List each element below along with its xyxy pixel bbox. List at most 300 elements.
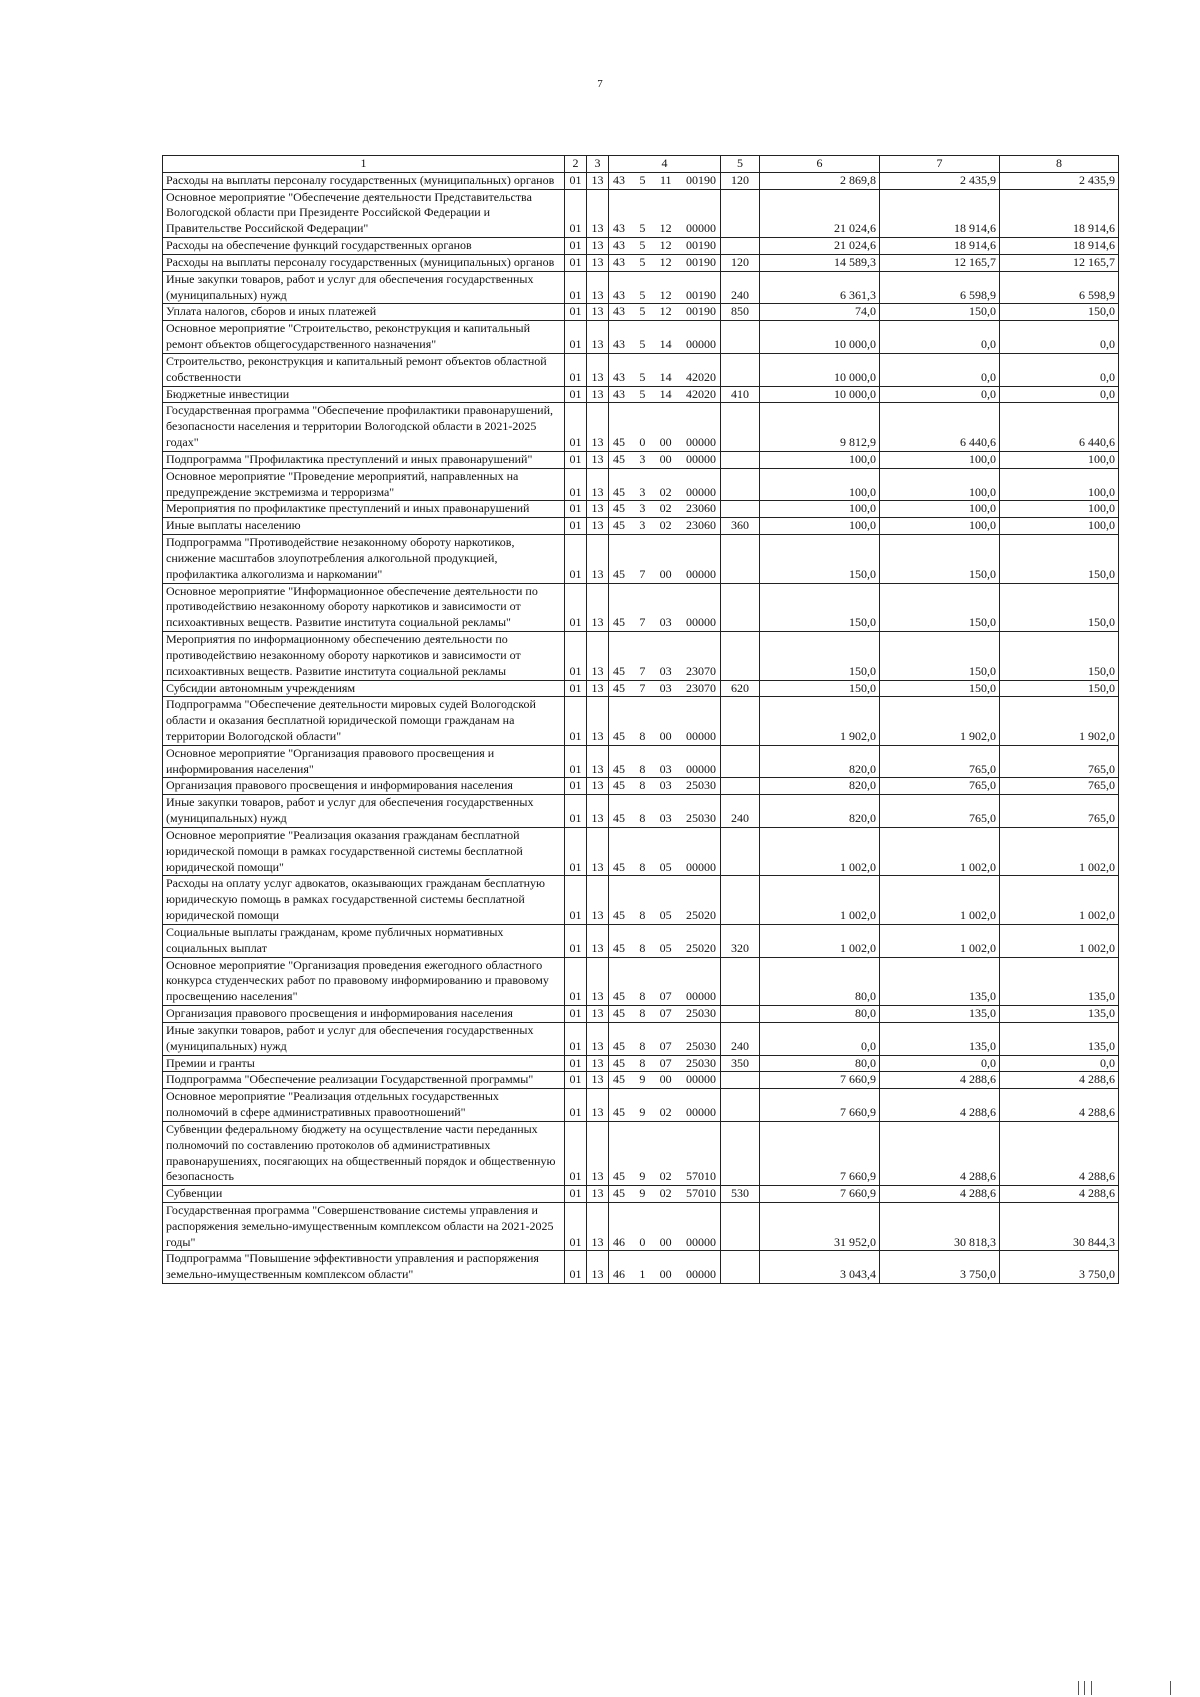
target-article-code	[609, 795, 721, 828]
row-name: Мероприятия по профилактике преступлений и иных правонарушений	[163, 501, 565, 518]
expense-type-code	[721, 353, 760, 386]
direction-code: 25030	[685, 1006, 716, 1021]
target-article-code	[609, 827, 721, 875]
row-name: Иные закупки товаров, работ и услуг для обеспечения государственных (муниципальных) нужд	[163, 271, 565, 304]
target-article-code	[609, 1006, 721, 1023]
section-code: 01	[565, 1203, 587, 1251]
subsection-code: 13	[587, 876, 609, 924]
subprogram-code: 3	[639, 484, 646, 499]
amount-col-6: 80,0	[760, 1055, 880, 1072]
amount-col-8: 150,0	[1000, 583, 1119, 631]
row-name: Расходы на выплаты персоналу государственных (муниципальных) органов	[163, 172, 565, 189]
table-row	[163, 1055, 1119, 1072]
amount-col-7: 1 002,0	[880, 827, 1000, 875]
section-code: 01	[565, 271, 587, 304]
subprogram-code: 5	[639, 369, 646, 384]
event-code: 11	[659, 172, 672, 187]
subprogram-code: 8	[639, 761, 646, 776]
amount-col-6: 1 902,0	[760, 697, 880, 745]
amount-col-8: 150,0	[1000, 680, 1119, 697]
event-code: 03	[659, 663, 672, 678]
target-article-code	[609, 1186, 721, 1203]
subsection-code: 13	[587, 1203, 609, 1251]
row-name: Уплата налогов, сборов и иных платежей	[163, 304, 565, 321]
expense-type-code: 850	[721, 304, 760, 321]
event-code: 07	[659, 1055, 672, 1070]
table-body	[163, 172, 1119, 1283]
amount-col-8: 135,0	[1000, 1006, 1119, 1023]
row-name: Основное мероприятие "Организация проведения ежегодного областного конкурса студенческих работ по правовому информированию и правовому просвещению населения"	[163, 957, 565, 1005]
target-article-code	[609, 1251, 721, 1284]
target-article-code	[609, 1121, 721, 1185]
subsection-code: 13	[587, 697, 609, 745]
amount-col-6: 31 952,0	[760, 1203, 880, 1251]
subprogram-code: 1	[639, 1267, 646, 1282]
expense-type-code: 240	[721, 271, 760, 304]
amount-col-6: 1 002,0	[760, 924, 880, 957]
target-article-code	[609, 238, 721, 255]
program-code: 45	[613, 859, 625, 874]
subsection-code: 13	[587, 1055, 609, 1072]
column-header: 2	[565, 156, 587, 173]
program-code: 43	[613, 287, 625, 302]
expense-type-code	[721, 321, 760, 354]
program-code: 43	[613, 304, 625, 319]
event-code: 02	[659, 1169, 672, 1184]
table-row	[163, 745, 1119, 778]
row-name: Расходы на оплату услуг адвокатов, оказывающих гражданам бесплатную юридическую помощь в рамках государственной системы бесплатной юридической помощи	[163, 876, 565, 924]
amount-col-6: 0,0	[760, 1022, 880, 1055]
section-code: 01	[565, 680, 587, 697]
amount-col-6: 80,0	[760, 1006, 880, 1023]
row-name: Субсидии автономным учреждениям	[163, 680, 565, 697]
amount-col-6: 2 869,8	[760, 172, 880, 189]
target-article-code	[609, 403, 721, 451]
expense-type-code	[721, 583, 760, 631]
amount-col-7: 150,0	[880, 535, 1000, 583]
event-code: 05	[659, 859, 672, 874]
direction-code: 00000	[685, 221, 716, 236]
subsection-code: 13	[587, 778, 609, 795]
subsection-code: 13	[587, 1006, 609, 1023]
row-name: Основное мероприятие "Проведение мероприятий, направленных на предупреждение экстремизма и терроризма"	[163, 468, 565, 501]
column-header: 4	[609, 156, 721, 173]
event-code: 02	[659, 518, 672, 533]
subsection-code: 13	[587, 353, 609, 386]
table-row	[163, 827, 1119, 875]
amount-col-7: 135,0	[880, 957, 1000, 1005]
subprogram-code: 8	[639, 859, 646, 874]
row-name: Основное мероприятие "Обеспечение деятельности Представительства Вологодской области при Президенте Российской Федерации и Правительстве Российской Федерации"	[163, 189, 565, 237]
section-code: 01	[565, 189, 587, 237]
amount-col-7: 1 002,0	[880, 876, 1000, 924]
subprogram-code: 0	[639, 435, 646, 450]
expense-type-code: 240	[721, 795, 760, 828]
column-header: 3	[587, 156, 609, 173]
amount-col-6: 3 043,4	[760, 1251, 880, 1284]
subsection-code: 13	[587, 468, 609, 501]
table-row	[163, 1251, 1119, 1284]
section-code: 01	[565, 1251, 587, 1284]
target-article-code	[609, 1022, 721, 1055]
target-article-code	[609, 778, 721, 795]
amount-col-7: 135,0	[880, 1006, 1000, 1023]
target-article-code	[609, 386, 721, 403]
direction-code: 00000	[685, 859, 716, 874]
section-code: 01	[565, 1055, 587, 1072]
direction-code: 25020	[685, 940, 716, 955]
amount-col-7: 3 750,0	[880, 1251, 1000, 1284]
subsection-code: 13	[587, 518, 609, 535]
target-article-code	[609, 254, 721, 271]
event-code: 00	[659, 435, 672, 450]
program-code: 45	[613, 518, 625, 533]
amount-col-7: 150,0	[880, 583, 1000, 631]
target-article-code	[609, 632, 721, 680]
subsection-code: 13	[587, 957, 609, 1005]
subprogram-code: 5	[639, 337, 646, 352]
subprogram-code: 5	[639, 254, 646, 269]
amount-col-6: 150,0	[760, 535, 880, 583]
amount-col-6: 7 660,9	[760, 1121, 880, 1185]
target-article-code	[609, 451, 721, 468]
direction-code: 00000	[685, 1234, 716, 1249]
column-header: 6	[760, 156, 880, 173]
expense-type-code	[721, 876, 760, 924]
direction-code: 00000	[685, 337, 716, 352]
table-row	[163, 697, 1119, 745]
column-header: 8	[1000, 156, 1119, 173]
event-code: 02	[659, 1105, 672, 1120]
amount-col-8: 18 914,6	[1000, 189, 1119, 237]
row-name: Основное мероприятие "Реализация отдельных государственных полномочий в сфере административных правоотношений"	[163, 1089, 565, 1122]
amount-col-8: 30 844,3	[1000, 1203, 1119, 1251]
amount-col-6: 820,0	[760, 745, 880, 778]
program-code: 45	[613, 728, 625, 743]
target-article-code	[609, 304, 721, 321]
subprogram-code: 5	[639, 386, 646, 401]
row-name: Подпрограмма "Профилактика преступлений и иных правонарушений"	[163, 451, 565, 468]
amount-col-7: 4 288,6	[880, 1186, 1000, 1203]
section-code: 01	[565, 697, 587, 745]
program-code: 45	[613, 663, 625, 678]
expense-type-code: 410	[721, 386, 760, 403]
amount-col-7: 765,0	[880, 745, 1000, 778]
section-code: 01	[565, 876, 587, 924]
program-code: 45	[613, 1006, 625, 1021]
row-name: Иные выплаты населению	[163, 518, 565, 535]
subprogram-code: 8	[639, 1006, 646, 1021]
subsection-code: 13	[587, 238, 609, 255]
amount-col-7: 4 288,6	[880, 1121, 1000, 1185]
target-article-code	[609, 1072, 721, 1089]
table-row	[163, 172, 1119, 189]
program-code: 45	[613, 1169, 625, 1184]
event-code: 12	[659, 254, 672, 269]
subprogram-code: 5	[639, 172, 646, 187]
event-code: 02	[659, 501, 672, 516]
expense-type-code	[721, 1203, 760, 1251]
expense-type-code	[721, 501, 760, 518]
subsection-code: 13	[587, 745, 609, 778]
amount-col-8: 3 750,0	[1000, 1251, 1119, 1284]
subsection-code: 13	[587, 172, 609, 189]
amount-col-6: 10 000,0	[760, 353, 880, 386]
table-row	[163, 778, 1119, 795]
expense-type-code: 120	[721, 172, 760, 189]
column-header: 7	[880, 156, 1000, 173]
amount-col-8: 6 598,9	[1000, 271, 1119, 304]
program-code: 45	[613, 1105, 625, 1120]
subprogram-code: 5	[639, 287, 646, 302]
event-code: 14	[659, 337, 672, 352]
subsection-code: 13	[587, 254, 609, 271]
section-code: 01	[565, 535, 587, 583]
direction-code: 57010	[685, 1169, 716, 1184]
expense-type-code	[721, 1251, 760, 1284]
expense-type-code	[721, 632, 760, 680]
table-row	[163, 353, 1119, 386]
direction-code: 00000	[685, 989, 716, 1004]
table-row	[163, 1186, 1119, 1203]
program-code: 43	[613, 254, 625, 269]
amount-col-6: 7 660,9	[760, 1186, 880, 1203]
target-article-code	[609, 1055, 721, 1072]
direction-code: 25030	[685, 778, 716, 793]
target-article-code	[609, 468, 721, 501]
subsection-code: 13	[587, 451, 609, 468]
expense-type-code	[721, 1089, 760, 1122]
target-article-code	[609, 321, 721, 354]
amount-col-6: 100,0	[760, 451, 880, 468]
program-code: 45	[613, 501, 625, 516]
program-code: 45	[613, 566, 625, 581]
section-code: 01	[565, 924, 587, 957]
row-name: Премии и гранты	[163, 1055, 565, 1072]
amount-col-6: 820,0	[760, 778, 880, 795]
subprogram-code: 7	[639, 680, 646, 695]
amount-col-8: 6 440,6	[1000, 403, 1119, 451]
table-row	[163, 680, 1119, 697]
amount-col-6: 150,0	[760, 680, 880, 697]
target-article-code	[609, 501, 721, 518]
program-code: 45	[613, 908, 625, 923]
amount-col-8: 18 914,6	[1000, 238, 1119, 255]
amount-col-8: 4 288,6	[1000, 1089, 1119, 1122]
amount-col-8: 12 165,7	[1000, 254, 1119, 271]
subprogram-code: 8	[639, 908, 646, 923]
amount-col-6: 1 002,0	[760, 827, 880, 875]
table-row	[163, 518, 1119, 535]
subprogram-code: 8	[639, 778, 646, 793]
expense-type-code: 350	[721, 1055, 760, 1072]
amount-col-6: 21 024,6	[760, 189, 880, 237]
amount-col-8: 150,0	[1000, 632, 1119, 680]
target-article-code	[609, 535, 721, 583]
subsection-code: 13	[587, 583, 609, 631]
expense-type-code	[721, 189, 760, 237]
subprogram-code: 8	[639, 811, 646, 826]
event-code: 03	[659, 761, 672, 776]
budget-table	[162, 155, 1119, 1284]
program-code: 45	[613, 1186, 625, 1201]
event-code: 00	[659, 1234, 672, 1249]
program-code: 45	[613, 435, 625, 450]
row-name: Расходы на обеспечение функций государственных органов	[163, 238, 565, 255]
subprogram-code: 9	[639, 1072, 646, 1087]
section-code: 01	[565, 254, 587, 271]
section-code: 01	[565, 172, 587, 189]
section-code: 01	[565, 1186, 587, 1203]
amount-col-6: 820,0	[760, 795, 880, 828]
expense-type-code: 320	[721, 924, 760, 957]
row-name: Иные закупки товаров, работ и услуг для обеспечения государственных (муниципальных) нужд	[163, 795, 565, 828]
subsection-code: 13	[587, 827, 609, 875]
subsection-code: 13	[587, 1089, 609, 1122]
row-name: Иные закупки товаров, работ и услуг для обеспечения государственных (муниципальных) нужд	[163, 1022, 565, 1055]
expense-type-code	[721, 1006, 760, 1023]
amount-col-8: 765,0	[1000, 745, 1119, 778]
event-code: 12	[659, 221, 672, 236]
amount-col-8: 0,0	[1000, 386, 1119, 403]
amount-col-8: 765,0	[1000, 795, 1119, 828]
subprogram-code: 7	[639, 566, 646, 581]
direction-code: 23070	[685, 680, 716, 695]
scan-mark	[1091, 1681, 1092, 1695]
event-code: 00	[659, 1267, 672, 1282]
amount-col-8: 0,0	[1000, 1055, 1119, 1072]
scan-mark	[1078, 1681, 1079, 1695]
subsection-code: 13	[587, 924, 609, 957]
scan-mark	[1170, 1681, 1171, 1695]
subprogram-code: 3	[639, 501, 646, 516]
program-code: 45	[613, 1055, 625, 1070]
event-code: 12	[659, 238, 672, 253]
event-code: 03	[659, 680, 672, 695]
expense-type-code: 360	[721, 518, 760, 535]
amount-col-7: 135,0	[880, 1022, 1000, 1055]
row-name: Основное мероприятие "Организация правового просвещения и информирования населения"	[163, 745, 565, 778]
table-row	[163, 386, 1119, 403]
amount-col-7: 12 165,7	[880, 254, 1000, 271]
event-code: 00	[659, 451, 672, 466]
amount-col-7: 6 598,9	[880, 271, 1000, 304]
expense-type-code	[721, 451, 760, 468]
amount-col-6: 10 000,0	[760, 321, 880, 354]
program-code: 45	[613, 761, 625, 776]
subsection-code: 13	[587, 304, 609, 321]
row-name: Субвенции	[163, 1186, 565, 1203]
row-name: Мероприятия по информационному обеспечению деятельности по противодействию незаконному обороту наркотиков и зависимости от психоактивных веществ. Развитие института социальной рекламы	[163, 632, 565, 680]
expense-type-code	[721, 535, 760, 583]
section-code: 01	[565, 957, 587, 1005]
expense-type-code	[721, 745, 760, 778]
amount-col-8: 2 435,9	[1000, 172, 1119, 189]
direction-code: 00000	[685, 1072, 716, 1087]
table-row	[163, 451, 1119, 468]
target-article-code	[609, 518, 721, 535]
amount-col-7: 150,0	[880, 680, 1000, 697]
direction-code: 00000	[685, 761, 716, 776]
target-article-code	[609, 924, 721, 957]
amount-col-8: 1 002,0	[1000, 924, 1119, 957]
subsection-code: 13	[587, 386, 609, 403]
amount-col-7: 1 902,0	[880, 697, 1000, 745]
program-code: 45	[613, 778, 625, 793]
amount-col-8: 4 288,6	[1000, 1121, 1119, 1185]
table-row	[163, 501, 1119, 518]
table-row	[163, 924, 1119, 957]
direction-code: 00000	[685, 484, 716, 499]
target-article-code	[609, 172, 721, 189]
amount-col-7: 6 440,6	[880, 403, 1000, 451]
row-name: Основное мероприятие "Информационное обеспечение деятельности по противодействию незаконному обороту наркотиков и зависимости от психоактивных веществ. Развитие института социальной рекламы"	[163, 583, 565, 631]
event-code: 00	[659, 1072, 672, 1087]
subsection-code: 13	[587, 1251, 609, 1284]
section-code: 01	[565, 238, 587, 255]
subsection-code: 13	[587, 1121, 609, 1185]
table-row	[163, 304, 1119, 321]
expense-type-code	[721, 403, 760, 451]
table-row	[163, 403, 1119, 451]
direction-code: 57010	[685, 1186, 716, 1201]
expense-type-code: 620	[721, 680, 760, 697]
amount-col-8: 0,0	[1000, 353, 1119, 386]
expense-type-code	[721, 238, 760, 255]
program-code: 45	[613, 615, 625, 630]
expense-type-code: 120	[721, 254, 760, 271]
amount-col-7: 100,0	[880, 451, 1000, 468]
row-name: Подпрограмма "Обеспечение реализации Государственной программы"	[163, 1072, 565, 1089]
event-code: 14	[659, 369, 672, 384]
target-article-code	[609, 271, 721, 304]
direction-code: 00000	[685, 1105, 716, 1120]
program-code: 45	[613, 680, 625, 695]
amount-col-7: 0,0	[880, 386, 1000, 403]
subprogram-code: 8	[639, 1055, 646, 1070]
subsection-code: 13	[587, 321, 609, 354]
program-code: 45	[613, 811, 625, 826]
table-row	[163, 583, 1119, 631]
section-code: 01	[565, 321, 587, 354]
direction-code: 23060	[685, 518, 716, 533]
row-name: Основное мероприятие "Строительство, реконструкция и капитальный ремонт объектов общегосударственного назначения"	[163, 321, 565, 354]
amount-col-7: 30 818,3	[880, 1203, 1000, 1251]
subsection-code: 13	[587, 403, 609, 451]
direction-code: 00190	[685, 254, 716, 269]
table-row	[163, 321, 1119, 354]
direction-code: 00000	[685, 1267, 716, 1282]
direction-code: 00000	[685, 451, 716, 466]
direction-code: 00000	[685, 728, 716, 743]
amount-col-7: 100,0	[880, 501, 1000, 518]
section-code: 01	[565, 501, 587, 518]
subsection-code: 13	[587, 632, 609, 680]
section-code: 01	[565, 403, 587, 451]
row-name: Строительство, реконструкция и капитальный ремонт объектов областной собственности	[163, 353, 565, 386]
table-header-row	[163, 156, 1119, 173]
target-article-code	[609, 697, 721, 745]
program-code: 43	[613, 386, 625, 401]
program-code: 43	[613, 221, 625, 236]
amount-col-7: 150,0	[880, 632, 1000, 680]
event-code: 07	[659, 1006, 672, 1021]
direction-code: 25020	[685, 908, 716, 923]
amount-col-7: 150,0	[880, 304, 1000, 321]
amount-col-8: 4 288,6	[1000, 1072, 1119, 1089]
amount-col-8: 150,0	[1000, 304, 1119, 321]
expense-type-code: 530	[721, 1186, 760, 1203]
